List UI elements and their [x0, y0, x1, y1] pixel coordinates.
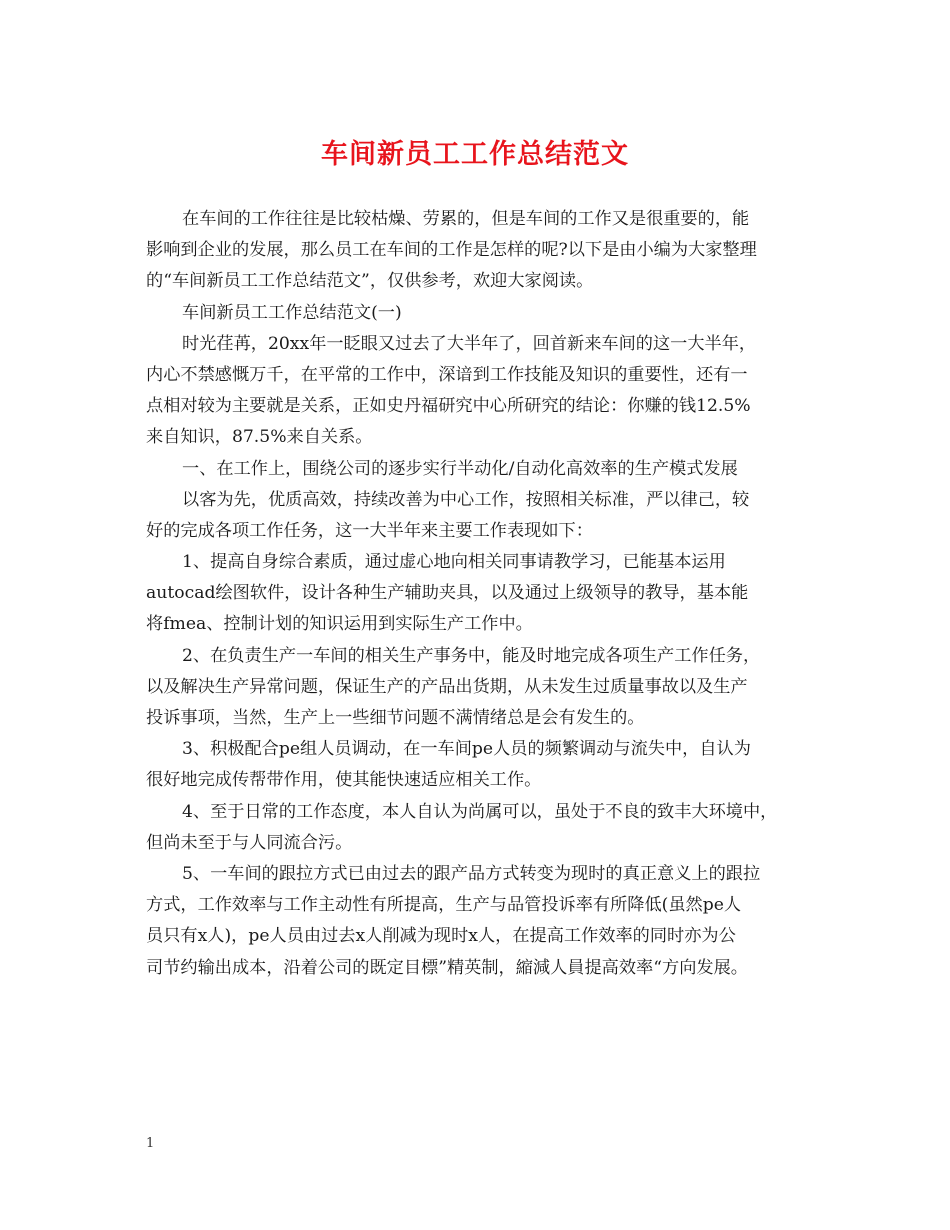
document-body — [146, 204, 812, 984]
text-line: 的“车间新员工工作总结范文”，仅供参考，欢迎大家阅读。 — [146, 271, 594, 292]
text-line: autocad绘图软件，设计各种生产辅助夹具，以及通过上级领导的教导，基本能 — [146, 583, 749, 604]
text-line: 内心不禁感慨万千，在平常的工作中，深谙到工作技能及知识的重要性，还有一 — [146, 364, 748, 385]
text-line: 时光荏苒，20xx年一眨眼又过去了大半年了，回首新来车间的这一大半年， — [182, 333, 757, 354]
text-line: 1、提高自身综合素质，通过虚心地向相关同事请教学习，已能基本运用 — [182, 552, 726, 573]
text-line: 在车间的工作往往是比较枯燥、劳累的，但是车间的工作又是很重要的，能 — [182, 209, 750, 229]
text-line: 一、在工作上，围绕公司的逐步实行半动化/自动化高效率的生产模式发展 — [182, 458, 738, 479]
text-line: 点相对较为主要就是关系，正如史丹福研究中心所研究的结论：你赚的钱12.5% — [146, 396, 751, 417]
text-line: 来自知识，87.5%来自关系。 — [146, 427, 373, 448]
text-line: 以客为先，优质高效，持续改善为中心工作，按照相关标准，严以律己，较 — [182, 489, 750, 510]
text-line: 以及解决生产异常问题，保证生产的产品出货期，从未发生过质量事故以及生产 — [146, 676, 748, 697]
text-line: 5、一车间的跟拉方式已由过去的跟产品方式转变为现时的真正意义上的跟拉 — [182, 863, 761, 884]
text-line: 3、积极配合pe组人员调动，在一车间pe人员的频繁调动与流失中，自认为 — [182, 739, 751, 760]
text-line: 4、至于日常的工作态度，本人自认为尚属可以，虽处于不良的致丰大环境中， — [182, 801, 778, 822]
text-line: 很好地完成传帮带作用，使其能快速适应相关工作。 — [146, 770, 542, 791]
text-line: 影响到企业的发展，那么员工在车间的工作是怎样的呢?以下是由小编为大家整理 — [146, 240, 757, 261]
text-line: 员只有x人)，pe人员由过去x人削减为现时x人，在提高工作效率的同时亦为公 — [146, 926, 736, 947]
page-number: 1 — [146, 1136, 155, 1151]
text-line: 将fmea、控制计划的知识运用到实际生产工作中。 — [146, 614, 533, 635]
text-line: 好的完成各项工作任务，这一大半年来主要工作表现如下： — [146, 520, 593, 541]
section-heading: 车间新员工工作总结范文(一) — [182, 302, 402, 323]
text-line: 投诉事项，当然，生产上一些细节问题不满情绪总是会有发生的。 — [146, 708, 645, 728]
text-line: 方式，工作效率与工作主动性有所提高，生产与品管投诉率有所降低(虽然pe人 — [146, 895, 742, 916]
text-line: 但尚未至于与人同流合污。 — [146, 832, 353, 853]
text-line: 2、在负责生产一车间的相关生产事务中，能及时地完成各项生产工作任务， — [182, 645, 761, 666]
document-title: 车间新员工工作总结范文 — [321, 139, 629, 170]
text-line: 司节约输出成本，沿着公司的既定目標”精英制，縮減人員提高效率“方向发展。 — [146, 957, 748, 978]
